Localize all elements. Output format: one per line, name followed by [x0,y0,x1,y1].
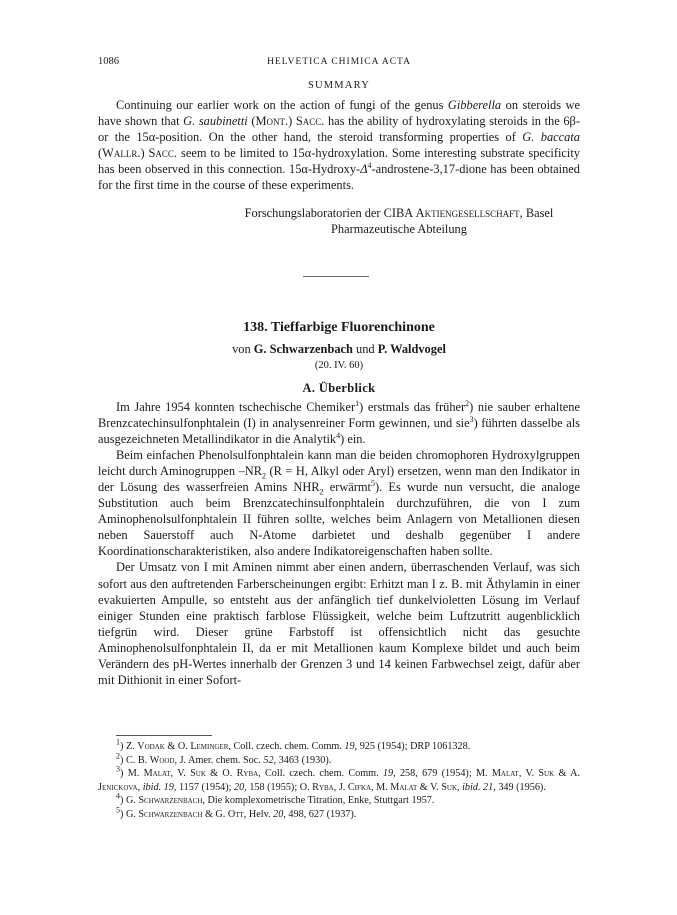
article-date: (20. IV. 60) [314,360,364,371]
affiliation-line-2: Pharmazeutische Abteilung [331,222,467,237]
article-title: 138. Tieffarbige Fluorenchinone [243,320,435,335]
footnote-3: $^3$) M. Malat, V. Suk & O. Ryba, Coll. czech. chem. Comm. 19, 258, 679 (1954); M. Malat, V. Suk & A. Jenickova, ibid. 19, 1157 (1954); 20, 158 (1955); O. Ryba, J. Cifka, M. Malat & V. Suk, ibid. 21, 349 (1956). [98,764,580,793]
footnote-2: $^2$) C. B. Wood, J. Amer. chem. Soc. 52, 3463 (1930). [116,751,332,766]
affiliation [98,205,580,238]
body-paragraph-1: Im Jahre 1954 konnten tschechische Chemiker$^1$) erstmals das früher$^2$) nie sauber erhaltene Brenzcatechinsulfonphtalein (I) in analysenreiner Form gewinnen, und sie$^3$) führten dasselbe als ausgezeichneten Metallindikator in die Analytik$^4$) ein. [98,398,581,447]
article-authors: von G. Schwarzenbach und P. Waldvogel [232,342,446,356]
page-number: 1086 [98,56,119,67]
summary-heading: SUMMARY [307,80,371,91]
summary-paragraph: Continuing our earlier work on the action of fungi of the genus Gibberella on steroids we have shown that G. saubinetti (Mont.) Sacc. has the ability of hydroxylating steroids in the 6β- or the 15α-position. On the other hand, the steroid transforming properties of G. baccata (Wallr.) Sacc. seem to be limited to 15α-hydroxylation. Some interesting substrate specificity has been observed in this connection. $15\alpha-Hydroxy-\Delta^4-androstene-3,17$-dione has been obtained for the first time in the course of these experiments. [98,98,580,193]
footnote-rule [116,735,212,736]
footnote-4: $^4$) G. Schwarzenbach, Die komplexometrische Titration, Enke, Stuttgart 1957. [116,791,435,807]
article-body [98,399,580,688]
journal-name: HELVETICA CHIMICA ACTA [267,57,411,67]
running-header [98,56,580,72]
section-divider [303,276,369,277]
footnote-1: $^1$) Z. Vodak & O. Leminger, Coll. czech. chem. Comm. 19, 925 (1954); DRP 1061328. [116,737,471,752]
footnotes [98,737,580,822]
footnote-5: $^5$) G. Schwarzenbach & G. Ott, Helv. 20, 498, 627 (1937). [116,805,357,820]
affiliation-line-1: Forschungslaboratorien der CIBA Aktiengesellschaft, Basel [244,206,554,220]
body-paragraph-3: Der Umsatz von I mit Aminen nimmt aber einen andern, überraschenden Verlauf, was sich sofort aus den auftretenden Farberscheinungen ergibt: Erhitzt man I z. B. mit Äthylamin in einer evakuierten Ampulle, so entsteht aus der anfänglich tief dunkelvioletten Lösung im Verlauf einiger Stunden eine praktisch farblose Flüssigkeit, welche beim Luftzutritt augenblicklich tiefgrün wird. Dieser grüne Farbstoff ist offensichtlich nicht das gesuchte Aminophenolsulfonphtalein II, da er mit Metallionen kaum Komplexe bildet und auch beim Verändern des pH-Wertes innerhalb der Grenzen 3 und 14 keinen Farbwechsel zeigt, dafür aber mit Dithionit in einer Sofort- [98,560,580,687]
body-paragraph-2: Beim einfachen Phenolsulfonphtalein kann man die beiden chromophoren Hydroxylgruppen leicht durch Aminogruppen $-NR_2$ (R = H, Alkyl oder Aryl) ersetzen, wenn man den Indikator in der Lösung des wasserfreien Amins $NHR_2$ erwärmt$^5$). Es wurde nun versucht, die analoge Substitution auch beim Brenzcatechinsulfonphtalein durchzuführen, die von I zum Aminophenolsulfonphtalein II führen sollte, welches beim Anlagern von Metallionen diesen neben Sauerstoff auch N-Atome darbietet und deshalb gegenüber I andere Koordinationscharakteristiken, also andere Indikatoreigenschaften haben sollte. [98,448,580,559]
section-heading: A. Überblick [302,381,376,395]
